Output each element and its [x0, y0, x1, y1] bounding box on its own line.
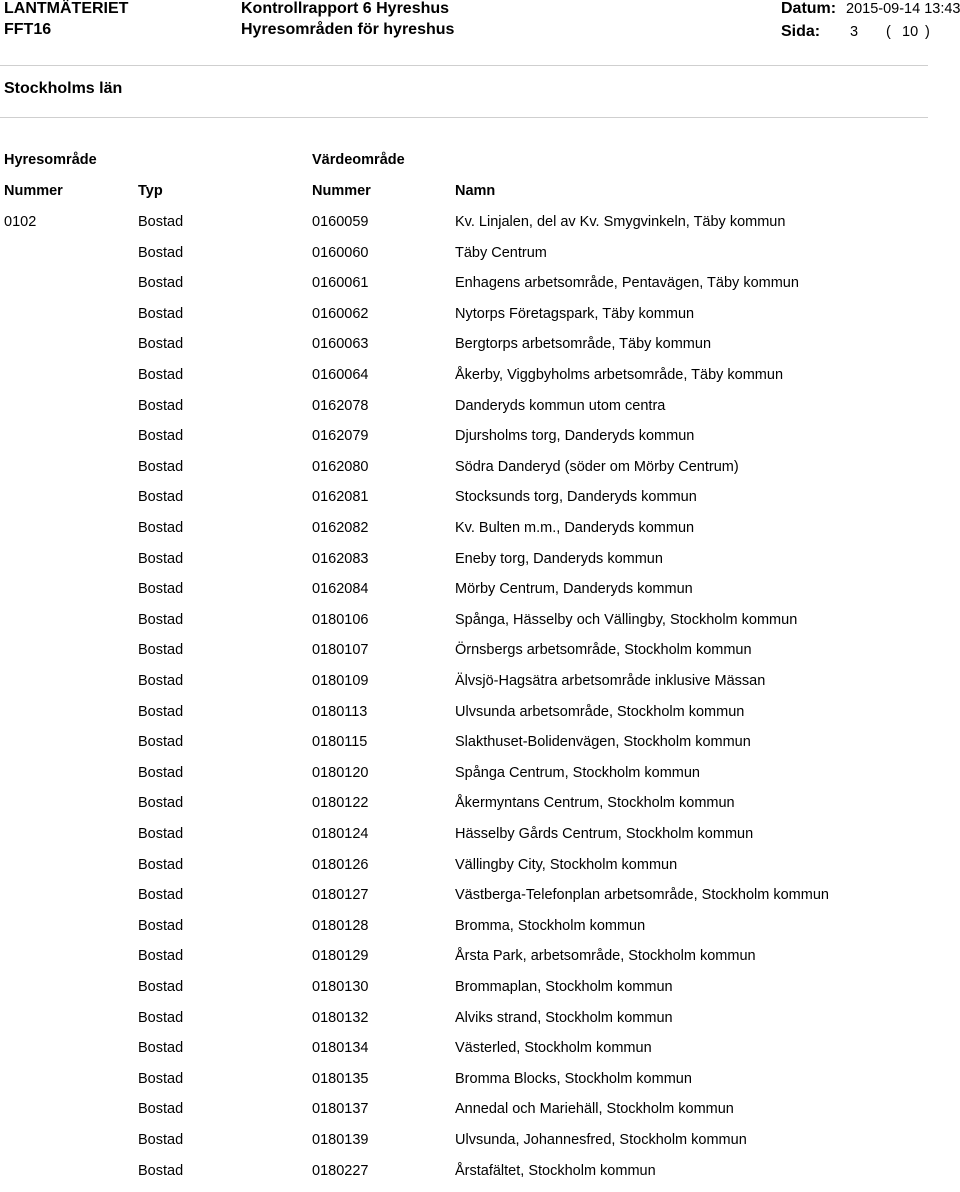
table-row: [0, 733, 960, 764]
table-row: [0, 856, 960, 887]
cell-namn: Södra Danderyd (söder om Mörby Centrum): [455, 458, 739, 475]
cell-namn: Kv. Bulten m.m., Danderyds kommun: [455, 520, 695, 536]
cell-typ: Bostad: [138, 397, 184, 414]
cell-nummer: 0180122: [312, 795, 369, 812]
cell-typ: Bostad: [138, 1101, 184, 1118]
cell-typ: Bostad: [138, 367, 184, 383]
cell-nummer: 0160063: [312, 336, 369, 353]
cell-typ: Bostad: [138, 428, 184, 445]
date-label: Datum:: [781, 0, 837, 17]
cell-namn: Åkermyntans Centrum, Stockholm kommun: [455, 795, 735, 812]
cell-namn: Danderyds kommun utom centra: [455, 397, 666, 414]
cell-namn: Brommaplan, Stockholm kommun: [455, 979, 673, 995]
column-group-hyresomrade: Hyresområde: [4, 152, 97, 168]
cell-nummer: 0180134: [312, 1040, 369, 1057]
report-code: FFT16: [4, 21, 52, 38]
page-total: 10: [902, 24, 919, 40]
cell-namn: Bergtorps arbetsområde, Täby kommun: [455, 336, 712, 353]
cell-typ: Bostad: [138, 887, 184, 904]
cell-nummer: 0180227: [312, 1162, 369, 1179]
table-row: [0, 1070, 960, 1101]
cell-nummer: 0180132: [312, 1009, 369, 1026]
cell-typ: Bostad: [138, 703, 184, 720]
cell-namn: Bromma Blocks, Stockholm kommun: [455, 1070, 692, 1087]
cell-nummer: 0160061: [312, 275, 369, 292]
cell-namn: Örnsbergs arbetsområde, Stockholm kommun: [455, 642, 752, 659]
table-row: [0, 550, 960, 581]
date-value: 2015-09-14 13:43: [846, 1, 960, 17]
cell-nummer: 0162082: [312, 520, 369, 536]
cell-typ: Bostad: [138, 489, 184, 506]
table-row: [0, 794, 960, 825]
cell-typ: Bostad: [138, 214, 184, 230]
cell-typ: Bostad: [138, 336, 184, 353]
cell-typ: Bostad: [138, 917, 184, 934]
cell-namn: Ulvsunda, Johannesfred, Stockholm kommun: [455, 1132, 747, 1148]
cell-namn: Enhagens arbetsområde, Pentavägen, Täby kommun: [455, 275, 799, 292]
table-row: [0, 244, 960, 275]
cell-namn: Älvsjö-Hagsätra arbetsområde inklusive Mässan: [455, 673, 766, 689]
org-name: LANTMÄTERIET: [4, 0, 129, 17]
cell-typ: Bostad: [138, 764, 184, 781]
cell-typ: Bostad: [138, 305, 184, 322]
cell-typ: Bostad: [138, 795, 184, 812]
cell-typ: Bostad: [138, 458, 184, 475]
cell-namn: Mörby Centrum, Danderyds kommun: [455, 581, 693, 598]
cell-nummer: 0180113: [312, 703, 368, 720]
cell-namn: Stocksunds torg, Danderyds kommun: [455, 489, 697, 506]
cell-nummer: 0180126: [312, 856, 369, 873]
cell-namn: Nytorps Företagspark, Täby kommun: [455, 305, 695, 322]
cell-namn: Alviks strand, Stockholm kommun: [455, 1009, 673, 1026]
cell-namn: Bromma, Stockholm kommun: [455, 917, 646, 934]
cell-typ: Bostad: [138, 581, 184, 598]
table-row: [0, 1100, 960, 1131]
table-row: [0, 366, 960, 397]
cell-nummer: 0180120: [312, 764, 369, 781]
table-row: [0, 978, 960, 1009]
cell-namn: Årstafältet, Stockholm kommun: [455, 1162, 656, 1179]
cell-nummer: 0180109: [312, 673, 369, 689]
cell-typ: Bostad: [138, 1132, 184, 1148]
table-row: [0, 825, 960, 856]
cell-nummer: 0180127: [312, 887, 369, 904]
cell-nummer: 0180106: [312, 611, 369, 628]
cell-namn: Täby Centrum: [455, 244, 547, 261]
cell-typ: Bostad: [138, 673, 184, 689]
table-row: [0, 1039, 960, 1070]
cell-namn: Slakthuset-Bolidenvägen, Stockholm kommun: [455, 734, 751, 751]
table-row: [0, 672, 960, 703]
table-row: [0, 703, 960, 734]
table-row: [0, 947, 960, 978]
cell-typ: Bostad: [138, 520, 184, 536]
table-row: [0, 1131, 960, 1162]
cell-nummer: 0160059: [312, 214, 369, 230]
table-row: [0, 458, 960, 489]
cell-namn: Spånga Centrum, Stockholm kommun: [455, 764, 700, 781]
page-label: Sida:: [781, 23, 821, 40]
cell-nummer: 0162084: [312, 581, 369, 598]
table-row: [0, 519, 960, 550]
cell-typ: Bostad: [138, 826, 184, 842]
cell-nummer: 0160062: [312, 305, 369, 322]
column-header-typ: Typ: [138, 183, 163, 199]
cell-nummer: 0180107: [312, 642, 369, 659]
table-row: [0, 580, 960, 611]
table-row: [0, 213, 960, 244]
cell-typ: Bostad: [138, 1040, 184, 1057]
cell-nummer: 0180128: [312, 917, 369, 934]
page-total-open: (: [886, 24, 891, 40]
table-row: [0, 397, 960, 428]
table-row: [0, 641, 960, 672]
header-divider: [0, 65, 928, 66]
cell-nummer: 0180124: [312, 826, 369, 842]
cell-typ: Bostad: [138, 1009, 184, 1026]
cell-typ: Bostad: [138, 244, 184, 261]
table-row: [0, 305, 960, 336]
table-row: [0, 886, 960, 917]
region-divider: [0, 117, 928, 118]
page-number: 3: [850, 24, 859, 40]
table-row: [0, 917, 960, 948]
table-row: [0, 1162, 960, 1192]
page-total-close: ): [925, 24, 930, 40]
region-title: Stockholms län: [4, 80, 123, 97]
cell-nummer: 0160060: [312, 244, 369, 261]
column-header-nummer: Nummer: [4, 183, 63, 199]
table-row: [0, 274, 960, 305]
cell-namn: Vällingby City, Stockholm kommun: [455, 856, 678, 873]
cell-namn: Årsta Park, arbetsområde, Stockholm kommun: [455, 948, 756, 965]
cell-typ: Bostad: [138, 611, 184, 628]
cell-typ: Bostad: [138, 1070, 184, 1087]
cell-nummer: 0162078: [312, 397, 369, 414]
cell-nummer: 0180139: [312, 1132, 369, 1148]
cell-namn: Eneby torg, Danderyds kommun: [455, 550, 663, 567]
cell-nummer: 0180115: [312, 734, 368, 751]
cell-typ: Bostad: [138, 856, 184, 873]
cell-nummer: 0160064: [312, 367, 369, 383]
column-group-vardeomrade: Värdeområde: [312, 152, 405, 168]
report-subtitle: Hyresområden för hyreshus: [241, 21, 455, 38]
table-row: [0, 427, 960, 458]
cell-namn: Annedal och Mariehäll, Stockholm kommun: [455, 1101, 734, 1118]
cell-nummer: 0180135: [312, 1070, 369, 1087]
table-row: [0, 335, 960, 366]
cell-namn: Kv. Linjalen, del av Kv. Smygvinkeln, Täby kommun: [455, 214, 786, 230]
cell-typ: Bostad: [138, 979, 184, 995]
cell-typ: Bostad: [138, 550, 184, 567]
cell-nummer: 0162081: [312, 489, 369, 506]
cell-namn: Djursholms torg, Danderyds kommun: [455, 428, 695, 445]
cell-typ: Bostad: [138, 275, 184, 292]
cell-nummer: 0180137: [312, 1101, 369, 1118]
cell-namn: Västerled, Stockholm kommun: [455, 1040, 652, 1057]
cell-typ: Bostad: [138, 734, 184, 751]
cell-typ: Bostad: [138, 948, 184, 965]
table-row: [0, 1009, 960, 1040]
cell-nummer: 0162083: [312, 550, 369, 567]
cell-namn: Spånga, Hässelby och Vällingby, Stockholm kommun: [455, 611, 798, 628]
cell-typ: Bostad: [138, 1162, 184, 1179]
cell-typ: Bostad: [138, 642, 184, 659]
cell-nummer: 0162080: [312, 458, 369, 475]
table-row: [0, 611, 960, 642]
cell-namn: Västberga-Telefonplan arbetsområde, Stockholm kommun: [455, 887, 829, 904]
cell-nummer: 0162079: [312, 428, 369, 445]
table-row: [0, 488, 960, 519]
cell-nummer: 0180130: [312, 979, 369, 995]
cell-hyresomrade: 0102: [4, 214, 37, 230]
column-header-namn: Namn: [455, 183, 496, 199]
cell-namn: Hässelby Gårds Centrum, Stockholm kommun: [455, 826, 754, 842]
cell-namn: Ulvsunda arbetsområde, Stockholm kommun: [455, 703, 745, 720]
report-title: Kontrollrapport 6 Hyreshus: [241, 0, 450, 17]
table-row: [0, 764, 960, 795]
cell-nummer: 0180129: [312, 948, 369, 965]
column-header-varde-nummer: Nummer: [312, 183, 371, 199]
cell-namn: Åkerby, Viggbyholms arbetsområde, Täby kommun: [455, 367, 784, 383]
